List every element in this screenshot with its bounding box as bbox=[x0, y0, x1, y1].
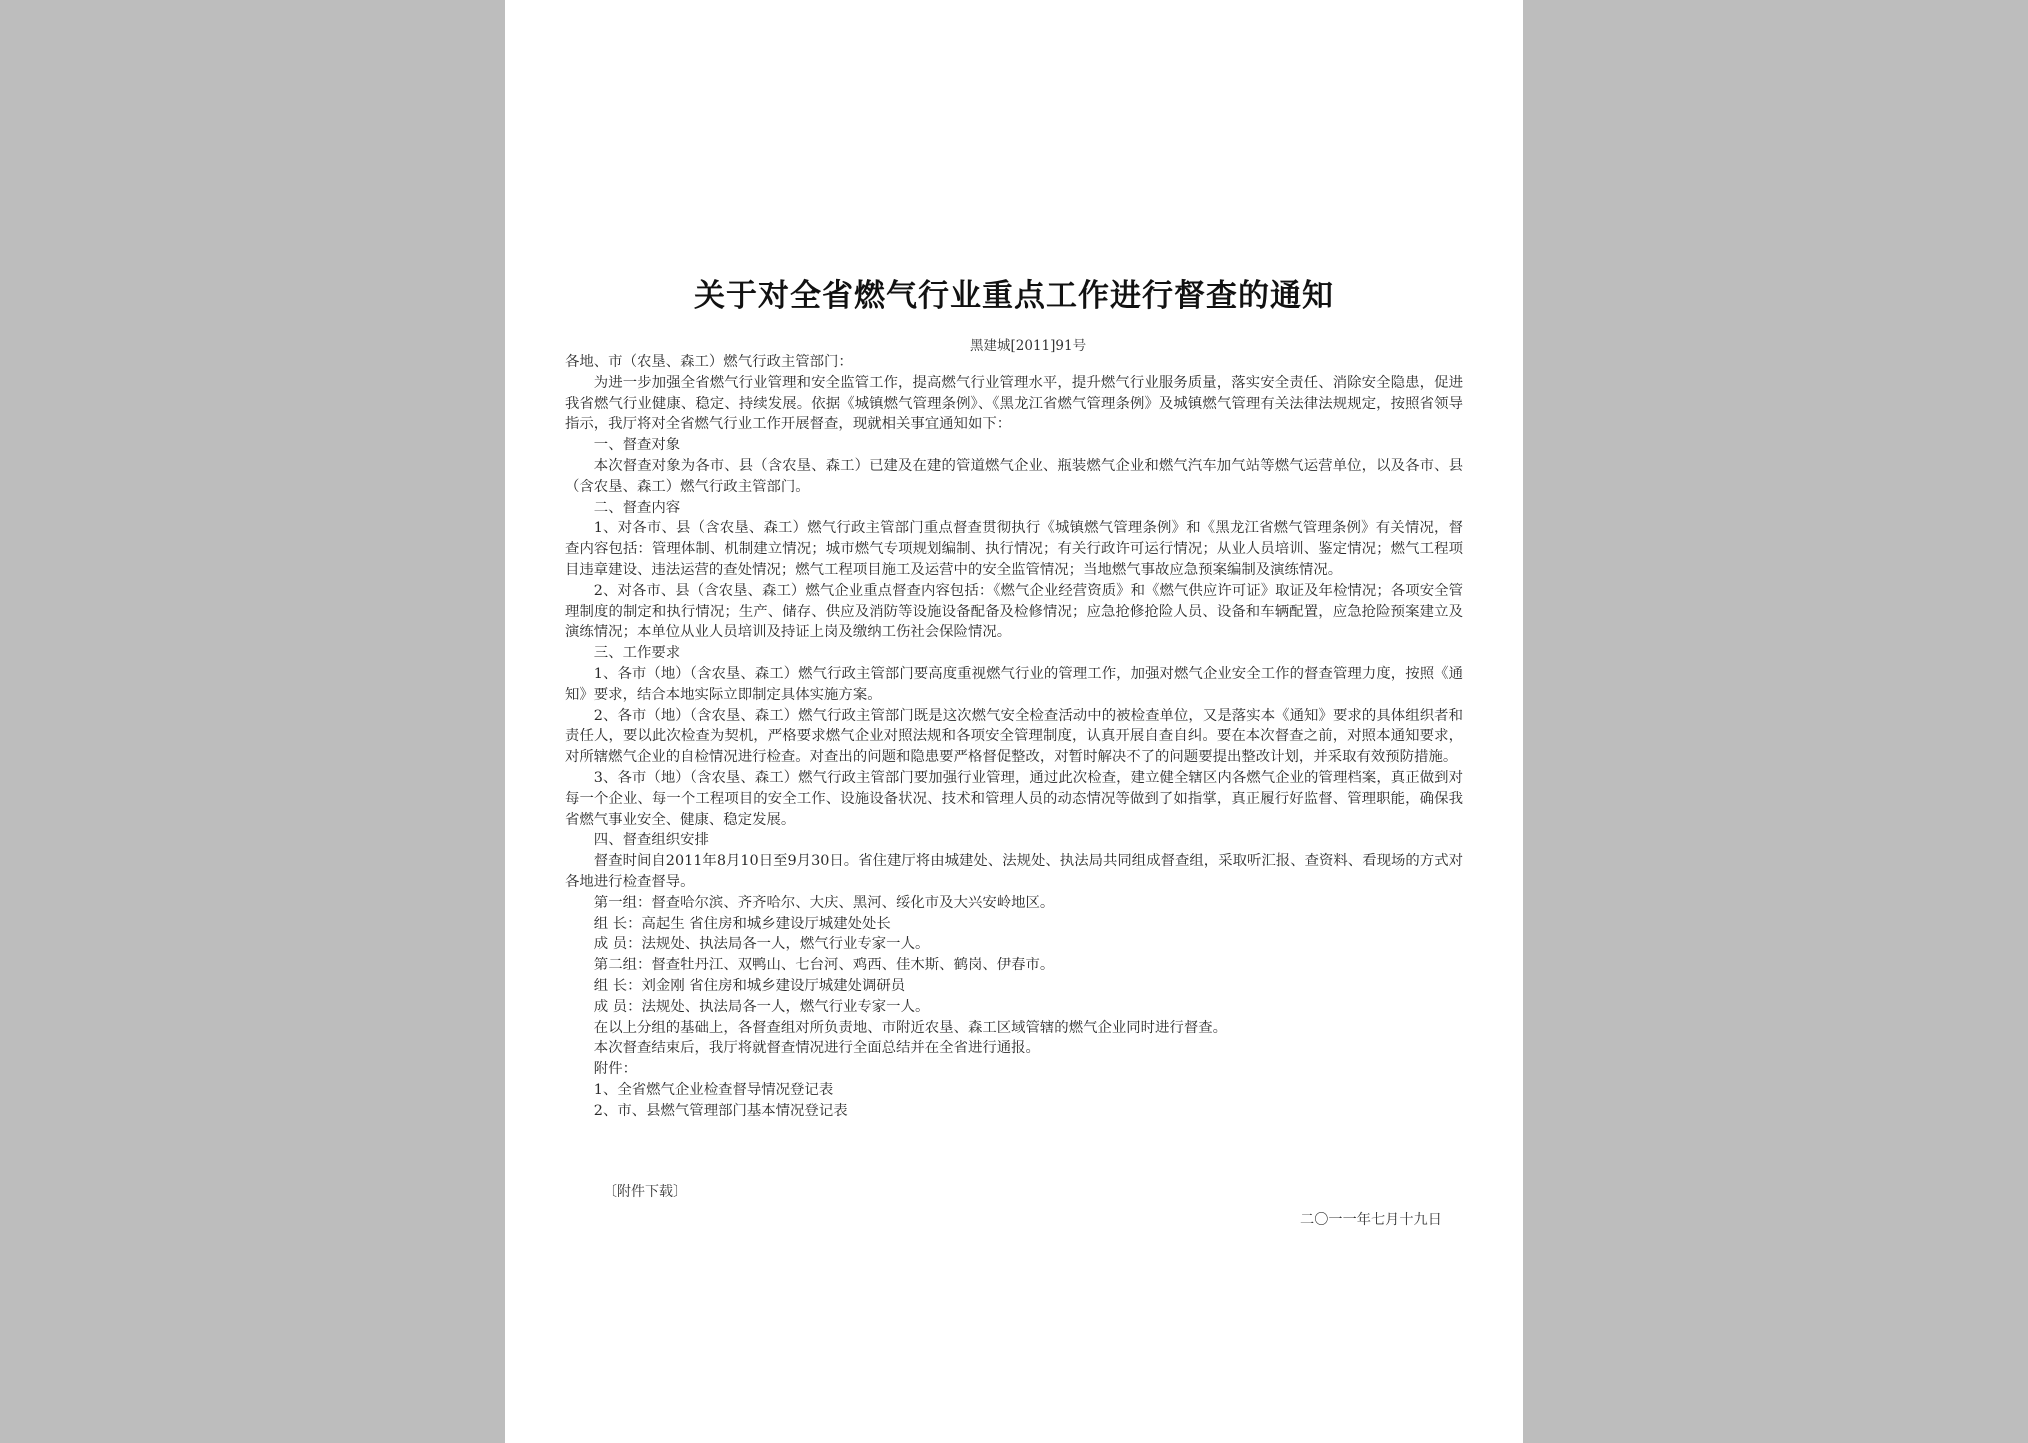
group-line: 第一组：督查哈尔滨、齐齐哈尔、大庆、黑河、绥化市及大兴安岭地区。 bbox=[593, 894, 1055, 911]
paragraph: 本次督查对象为各市、县（含农垦、森工）已建及在建的管道燃气企业、瓶装燃气企业和燃气汽车加气站等燃气运营单位，以及各市、县（含农垦、森工）燃气行政主管部门。 bbox=[565, 457, 1463, 495]
document-page bbox=[505, 0, 1523, 1443]
section-heading-3: 三、工作要求 bbox=[593, 645, 681, 662]
paragraph: 1、各市（地）（含农垦、森工）燃气行政主管部门要高度重视燃气行业的管理工作，加强对燃气企业安全工作的督查管理力度，按照《通知》要求，结合本地实际立即制定具体实施方案。 bbox=[565, 665, 1463, 703]
paragraph-intro: 为进一步加强全省燃气行业管理和安全监管工作，提高燃气行业管理水平，提升燃气行业服务质量，落实安全责任、消除安全隐患，促进我省燃气行业健康、稳定、持续发展。依据《城镇燃气管理条例》、《黑龙江省燃气管理条例》及城镇燃气管理有关法律法规规定，按照省领导指示，我厅将对全省燃气行业工作开展督查，现就相关事宜通知如下： bbox=[565, 374, 1463, 433]
document-title: 关于对全省燃气行业重点工作进行督查的通知 bbox=[694, 278, 1334, 314]
group-line: 成 员：法规处、执法局各一人，燃气行业专家一人。 bbox=[593, 936, 930, 953]
section-heading-4: 四、督查组织安排 bbox=[593, 832, 709, 849]
group-line: 组 长：高起生 省住房和城乡建设厅城建处处长 bbox=[593, 915, 891, 932]
salutation: 各地、市（农垦、森工）燃气行政主管部门： bbox=[565, 354, 853, 370]
document-date: 二〇一一年七月十九日 bbox=[1300, 1212, 1442, 1228]
paragraph: 2、各市（地）（含农垦、森工）燃气行政主管部门既是这次燃气安全检查活动中的被检查单位，又是落实本《通知》要求的具体组织者和责任人，要以此次检查为契机，严格要求燃气企业对照法规和各项安全管理制度，认真开展自查自纠。要在本次督查之前，对照本通知要求，对所辖燃气企业的自检情况进行检查。对查出的问题和隐患要严格督促整改，对暂时解决不了的问题要提出整改计划，并采取有效预防措施。 bbox=[565, 707, 1463, 766]
paragraph: 在以上分组的基础上，各督查组对所负责地、市附近农垦、森工区域管辖的燃气企业同时进行督查。 bbox=[593, 1019, 1227, 1036]
attachment-item: 2、市、县燃气管理部门基本情况登记表 bbox=[593, 1102, 848, 1119]
attachment-item: 1、全省燃气企业检查督导情况登记表 bbox=[593, 1081, 834, 1098]
attachments-label: 附件： bbox=[593, 1061, 637, 1078]
group-line: 第二组：督查牡丹江、双鸭山、七台河、鸡西、佳木斯、鹤岗、伊春市。 bbox=[593, 957, 1055, 974]
paragraph: 2、对各市、县（含农垦、森工）燃气企业重点督查内容包括：《燃气企业经营资质》和《燃气供应许可证》取证及年检情况；各项安全管理制度的制定和执行情况；生产、储存、供应及消防等设施设备配备及检修情况；应急抢修抢险人员、设备和车辆配置，应急抢险预案建立及演练情况；本单位从业人员培训及持证上岗及缴纳工伤社会保险情况。 bbox=[565, 582, 1463, 641]
section-heading-1: 一、督查对象 bbox=[593, 437, 681, 454]
paragraph: 3、各市（地）（含农垦、森工）燃气行政主管部门要加强行业管理，通过此次检查，建立健全辖区内各燃气企业的管理档案，真正做到对每一个企业、每一个工程项目的安全工作、设施设备状况、技术和管理人员的动态情况等做到了如指掌，真正履行好监督、管理职能，确保我省燃气事业安全、健康、稳定发展。 bbox=[565, 769, 1463, 828]
paragraph: 1、对各市、县（含农垦、森工）燃气行政主管部门重点督查贯彻执行《城镇燃气管理条例》和《黑龙江省燃气管理条例》有关情况，督查内容包括：管理体制、机制建立情况；城市燃气专项规划编制、执行情况；有关行政许可运行情况；从业人员培训、鉴定情况；燃气工程项目违章建设、违法运营的查处情况；燃气工程项目施工及运营中的安全监管情况；当地燃气事故应急预案编制及演练情况。 bbox=[565, 520, 1463, 578]
document-body bbox=[565, 352, 1463, 1121]
group-line: 成 员：法规处、执法局各一人，燃气行业专家一人。 bbox=[593, 998, 930, 1015]
document-number: 黑建城[2011]91号 bbox=[970, 338, 1087, 354]
paragraph: 督查时间自2011年8月10日至9月30日。省住建厅将由城建处、法规处、执法局共同组成督查组，采取听汇报、查资料、看现场的方式对各地进行检查督导。 bbox=[565, 853, 1463, 890]
group-line: 组 长：刘金刚 省住房和城乡建设厅城建处调研员 bbox=[593, 977, 906, 994]
section-heading-2: 二、督查内容 bbox=[593, 499, 681, 516]
paragraph: 本次督查结束后，我厅将就督查情况进行全面总结并在全省进行通报。 bbox=[593, 1040, 1040, 1057]
attachment-download-link[interactable]: 〔附件下载〕 bbox=[603, 1184, 687, 1200]
